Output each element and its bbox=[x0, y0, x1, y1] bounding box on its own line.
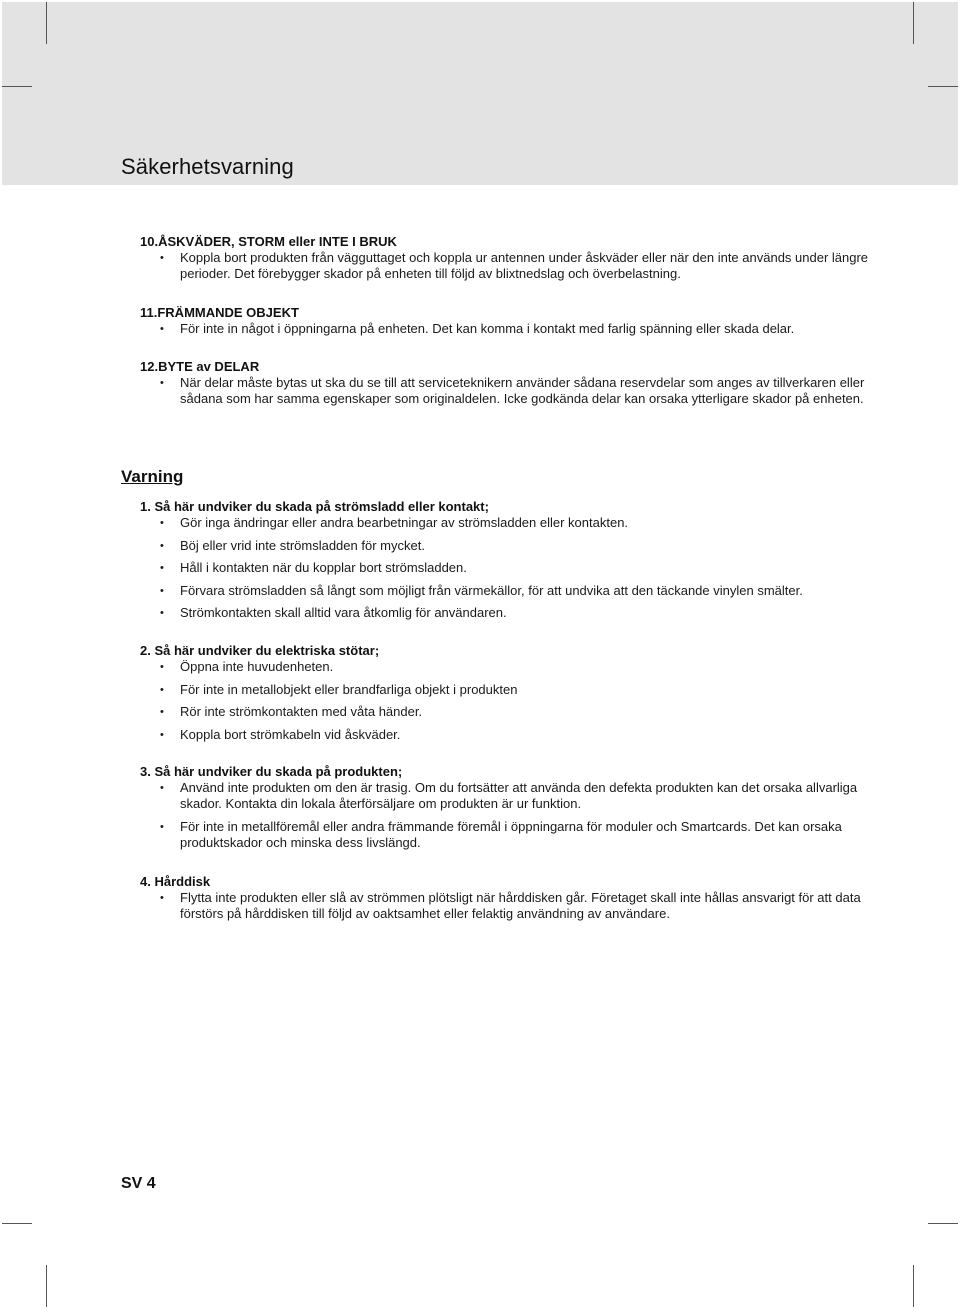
section-title: 11.FRÄMMANDE OBJEKT bbox=[140, 305, 299, 320]
bullet: • bbox=[160, 323, 164, 335]
list-item: • När delar måste bytas ut ska du se till att serviceteknikern använder sådana reservdelar som anges av tillverkaren eller sådana som har samma egenskaper som originaldelen. Icke godkända delar kan orsaka ytterligare skador på enheten. bbox=[160, 375, 865, 406]
section-title: 4. Hårddisk bbox=[140, 874, 211, 889]
list-item: • Strömkontakten skall alltid vara åtkomlig för användaren. bbox=[160, 605, 507, 620]
bullet: • bbox=[160, 782, 164, 794]
list-item: • Böj eller vrid inte strömsladden för mycket. bbox=[160, 537, 425, 553]
crop-mark bbox=[913, 1265, 914, 1307]
list-item: • Flytta inte produkten eller slå av strömmen plötsligt när hårddisken går. Företaget skall inte hållas ansvarigt för att data förstörs på hårddisken till följd av oaktsamhet eller felaktig användning av användare. bbox=[160, 890, 861, 921]
crop-mark bbox=[928, 1223, 958, 1224]
list-item: • Håll i kontakten när du kopplar bort strömsladden. bbox=[160, 560, 467, 575]
crop-mark bbox=[46, 1265, 47, 1307]
bullet: • bbox=[160, 517, 164, 529]
list-item: • För inte in metallobjekt eller brandfarliga objekt i produkten bbox=[160, 681, 518, 697]
bullet: • bbox=[160, 584, 164, 597]
page-title: Säkerhetsvarning bbox=[121, 154, 294, 179]
warning-power-cord bbox=[140, 499, 880, 628]
warning-hard-disk bbox=[140, 874, 880, 922]
list-item: • För inte in metallföremål eller andra främmande föremål i öppningarna för moduler och Smartcards. Det kan orsaka produktskador och minska dess livslängd. bbox=[160, 818, 842, 850]
warning-product-damage bbox=[140, 764, 880, 857]
section-title: 3. Så här undviker du skada på produkten; bbox=[140, 764, 403, 779]
bullet: • bbox=[160, 661, 164, 673]
crop-mark bbox=[46, 2, 47, 44]
section-storm bbox=[140, 234, 880, 282]
bullet: • bbox=[160, 683, 164, 696]
bullet: • bbox=[160, 892, 164, 904]
list-item: • Rör inte strömkontakten med våta händer. bbox=[160, 704, 423, 719]
bullet: • bbox=[160, 377, 164, 389]
section-title: 2. Så här undviker du elektriska stötar; bbox=[140, 643, 380, 658]
section-replacement-parts bbox=[140, 359, 880, 407]
section-title: 12.BYTE av DELAR bbox=[140, 359, 260, 374]
warning-electric-shock bbox=[140, 643, 880, 749]
bullet: • bbox=[160, 539, 164, 552]
crop-mark bbox=[2, 86, 32, 87]
bullet: • bbox=[160, 562, 164, 574]
list-item: • Gör inga ändringar eller andra bearbetningar av strömsladden eller kontakten. bbox=[160, 515, 629, 530]
bullet: • bbox=[160, 252, 164, 264]
section-foreign-objects bbox=[140, 305, 880, 337]
page-number: SV 4 bbox=[121, 1175, 156, 1192]
bullet: • bbox=[160, 706, 164, 718]
crop-mark bbox=[2, 1223, 32, 1224]
list-item: • För inte in något i öppningarna på enheten. Det kan komma i kontakt med farlig spänning eller skada delar. bbox=[160, 321, 795, 336]
list-item: • Öppna inte huvudenheten. bbox=[160, 659, 334, 674]
crop-mark bbox=[913, 2, 914, 44]
list-item: • Förvara strömsladden så långt som möjligt från värmekällor, för att undvika att den täckande vinylen smälter. bbox=[160, 582, 803, 598]
list-item: • Använd inte produkten om den är trasig. Om du fortsätter att använda den defekta produkten kan det orsaka allvarliga skador. Kontakta din lokala återförsäljare om produkten är ur funktion. bbox=[160, 780, 858, 811]
crop-mark bbox=[928, 86, 958, 87]
bullet: • bbox=[160, 607, 164, 619]
section-title: 10.ÅSKVÄDER, STORM eller INTE I BRUK bbox=[140, 234, 397, 249]
list-item: • Koppla bort produkten från vägguttaget och koppla ur antennen under åskväder eller när den inte används under längre perioder. Det förebygger skador på enheten till följd av blixtnedslag och överbelastning. bbox=[160, 250, 869, 281]
warning-heading: Varning bbox=[121, 467, 184, 486]
bullet: • bbox=[160, 820, 164, 833]
bullet: • bbox=[160, 728, 164, 741]
list-item: • Koppla bort strömkabeln vid åskväder. bbox=[160, 726, 401, 742]
section-title: 1. Så här undviker du skada på strömsladd eller kontakt; bbox=[140, 499, 489, 514]
